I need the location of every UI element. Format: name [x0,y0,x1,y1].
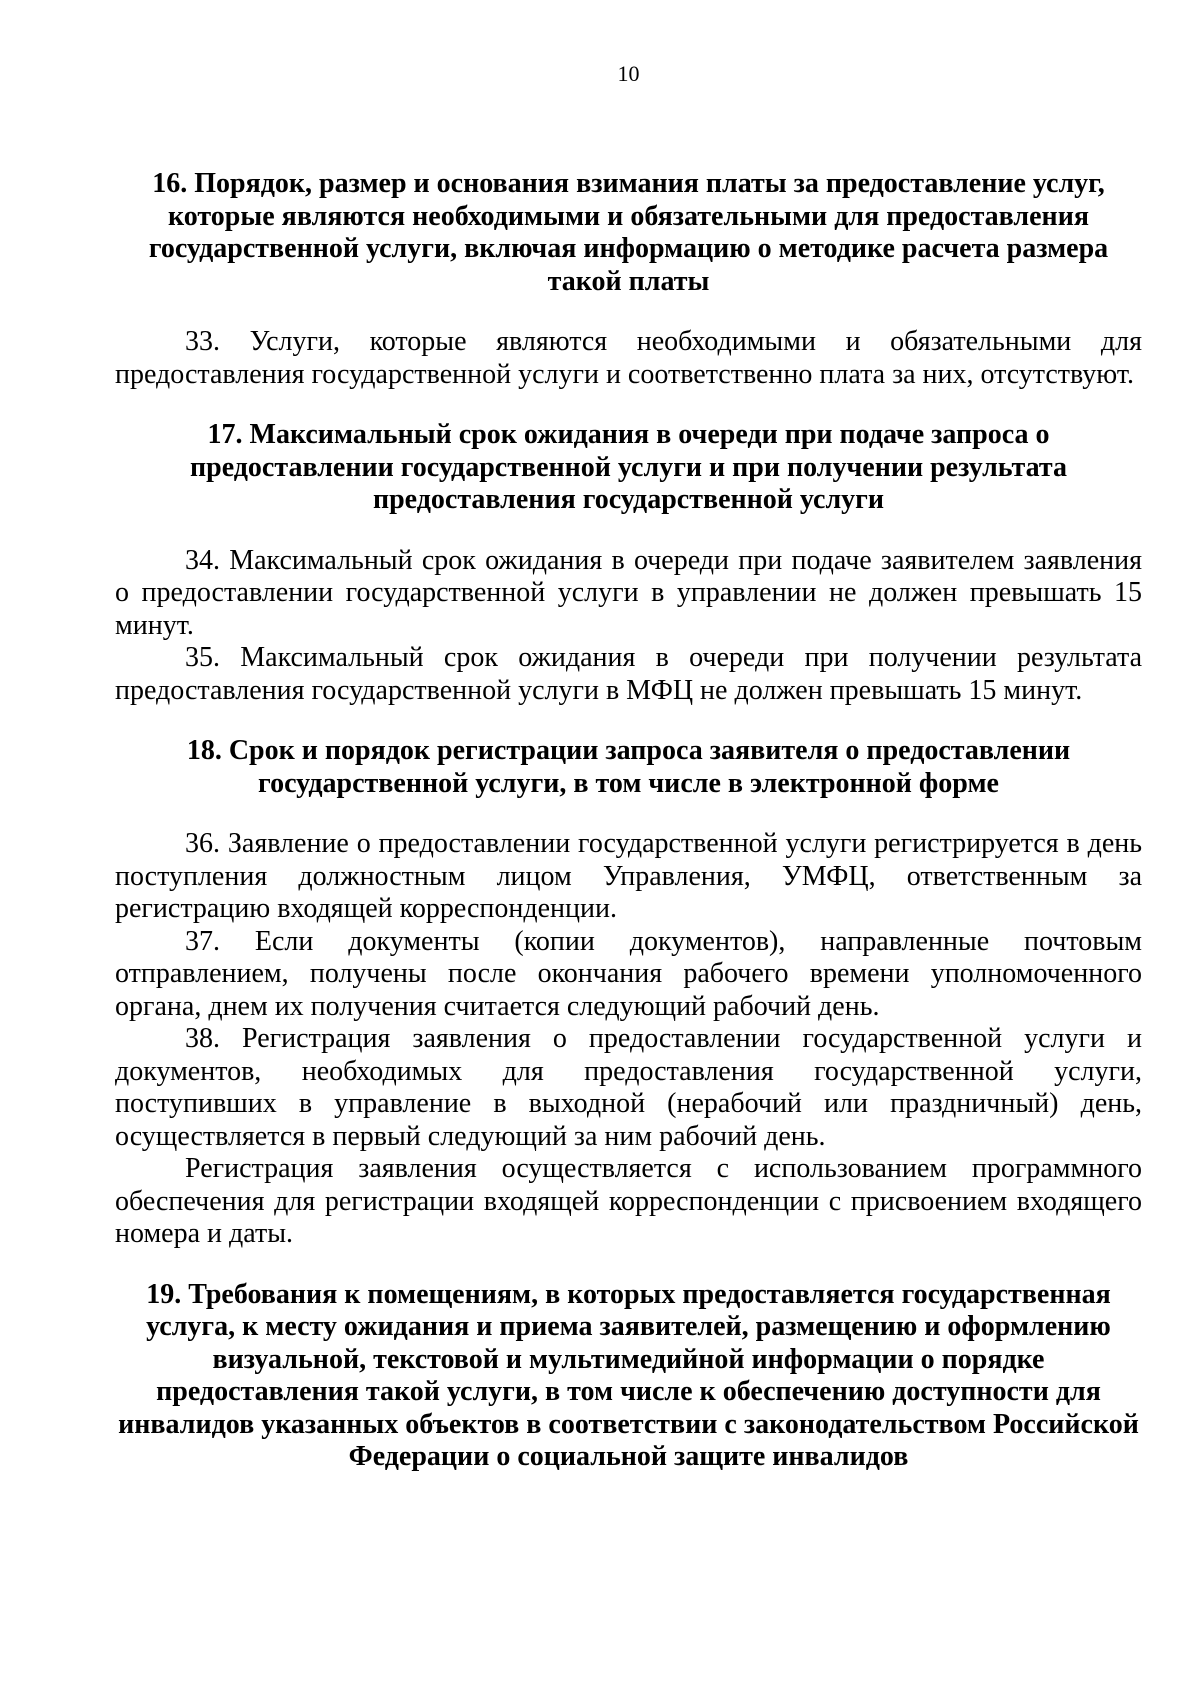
section-17-heading: 17. Максимальный срок ожидания в очереди при подаче запроса о предоставлении государственной услуги и при получении результата предоставления государственной услуги [190,419,1067,515]
section-18-heading: 18. Срок и порядок регистрации запроса заявителя о предоставлении государственной услуги, в том числе в электронной форме [186,735,1071,799]
paragraph-37: 37. Если документы (копии документов), направленные почтовым отправлением, получены после окончания рабочего времени уполномоченного органа, днем их получения считается следующий рабочий день. [115,925,1142,1022]
document-page [115,60,1142,1502]
section-19 [115,1279,1142,1474]
paragraph-36: 36. Заявление о предоставлении государственной услуги регистрируется в день поступления должностным лицом Управления, УМФЦ, ответственным за регистрацию входящей корреспонденции. [115,828,1142,924]
paragraph-33: 33. Услуги, которые являются необходимыми и обязательными для предоставления государственной услуги и соответственно плата за них, отсутствуют. [115,326,1142,390]
section-18 [115,735,1142,1251]
paragraph-38: 38. Регистрация заявления о предоставлении государственной услуги и документов, необходимых для предоставления государственной услуги, поступивших в управление в выходной (нерабочий или праздничный) день, осуществляется в первый следующий за ним рабочий день. [115,1023,1142,1152]
section-16 [115,168,1142,391]
paragraph-38-continuation: Регистрация заявления осуществляется с использованием программного обеспечения для регистрации входящей корреспонденции с присвоением входящего номера и даты. [115,1153,1142,1249]
section-16-heading: 16. Порядок, размер и основания взимания платы за предоставление услуг, которые являются необходимыми и обязательными для предоставления государственной услуги, включая информацию о методике расчета размера такой платы [148,168,1109,297]
paragraph-35: 35. Максимальный срок ожидания в очереди при получении результата предоставления государственной услуги в МФЦ не должен превышать 15 минут. [115,642,1142,706]
page-number: 10 [617,61,640,86]
section-17 [115,419,1142,707]
section-19-heading: 19. Требования к помещениям, в которых предоставляется государственная услуга, к месту ожидания и приема заявителей, размещению и оформлению визуальной, текстовой и мультимедийной информации о порядке предоставления такой услуги, в том числе к обеспечению доступности для инвалидов указанных объектов в соответствии с законодательством Российской Федерации о социальной защите инвалидов [118,1278,1139,1472]
paragraph-34: 34. Максимальный срок ожидания в очереди при подаче заявителем заявления о предоставлении государственной услуги в управлении не должен превышать 15 минут. [115,544,1142,641]
